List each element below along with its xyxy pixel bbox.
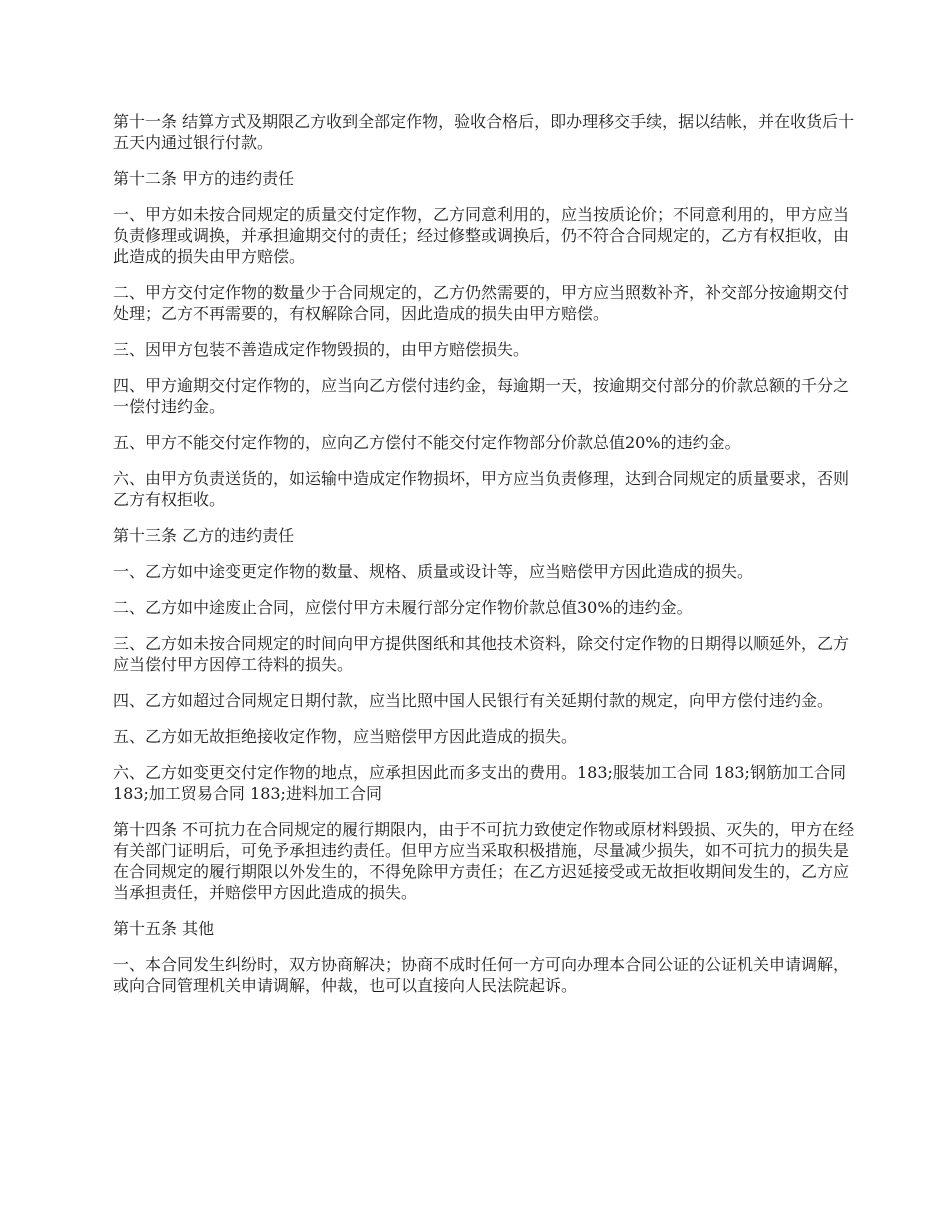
clause-14-force-majeure: 第十四条 不可抗力在合同规定的履行期限内，由于不可抗力致使定作物或原材料毁损、灭失的，甲方在经有关部门证明后，可免予承担违约责任。但甲方应当采取积极措施，尽量减少损失，如不可抗力的损失是在合同规定的履行期限以外发生的，不得免除甲方责任；在乙方迟延接受或无故拒收期间发生的，乙方应当承担责任，并赔偿甲方因此造成的损失。 (113, 820, 855, 902)
clause-15-item-1: 一、本合同发生纠纷时，双方协商解决；协商不成时任何一方可向办理本合同公证的公证机关申请调解，或向合同管理机关申请调解，仲裁，也可以直接向人民法院起诉。 (113, 955, 850, 995)
clause-13-item-3: 三、乙方如未按合同规定的时间向甲方提供图纸和其他技术资料，除交付定作物的日期得以顺延外，乙方应当偿付甲方因停工待料的损失。 (113, 634, 850, 674)
clause-12-item-2: 二、甲方交付定作物的数量少于合同规定的，乙方仍然需要的，甲方应当照数补齐，补交部分按逾期交付处理；乙方不再需要的，有权解除合同，因此造成的损失由甲方赔偿。 (113, 283, 850, 323)
clause-15-heading: 第十五条 其他 (113, 919, 215, 938)
clause-13-item-1: 一、乙方如中途变更定作物的数量、规格、质量或设计等，应当赔偿甲方因此造成的损失。 (113, 562, 754, 581)
clause-13-item-5: 五、乙方如无故拒绝接收定作物，应当赔偿甲方因此造成的损失。 (113, 727, 578, 746)
clause-13-item-6: 六、乙方如变更交付定作物的地点，应承担因此而多支出的费用。183;服装加工合同 183;钢筋加工合同 183;加工贸易合同 183;进料加工合同 (113, 763, 846, 803)
clause-13-item-2: 二、乙方如中途废止合同，应偿付甲方未履行部分定作物价款总值30%的违约金。 (113, 598, 693, 617)
clause-12-item-4: 四、甲方逾期交付定作物的，应当向乙方偿付违约金，每逾期一天，按逾期交付部分的价款总额的千分之一偿付违约金。 (113, 376, 850, 416)
clause-13-item-4: 四、乙方如超过合同规定日期付款，应当比照中国人民银行有关延期付款的规定，向甲方偿付违约金。 (113, 691, 834, 710)
clause-12-item-3: 三、因甲方包装不善造成定作物毁损的，由甲方赔偿损失。 (113, 340, 530, 359)
document-body (113, 111, 855, 1011)
clause-12-item-5: 五、甲方不能交付定作物的，应向乙方偿付不能交付定作物部分价款总值20%的违约金。 (113, 433, 741, 452)
clause-12-item-6: 六、由甲方负责送货的，如运输中造成定作物损坏，甲方应当负责修理，达到合同规定的质量要求，否则乙方有权拒收。 (113, 469, 850, 509)
clause-13-heading: 第十三条 乙方的违约责任 (113, 526, 295, 545)
clause-12-item-1: 一、甲方如未按合同规定的质量交付定作物，乙方同意利用的，应当按质论价；不同意利用的，甲方应当负责修理或调换，并承担逾期交付的责任；经过修整或调换后，仍不符合合同规定的，乙方有权拒收，由此造成的损失由甲方赔偿。 (113, 205, 850, 266)
clause-11-settlement: 第十一条 结算方式及期限乙方收到全部定作物，验收合格后，即办理移交手续，据以结帐，并在收货后十五天内通过银行付款。 (113, 112, 855, 152)
clause-12-heading: 第十二条 甲方的违约责任 (113, 169, 295, 188)
